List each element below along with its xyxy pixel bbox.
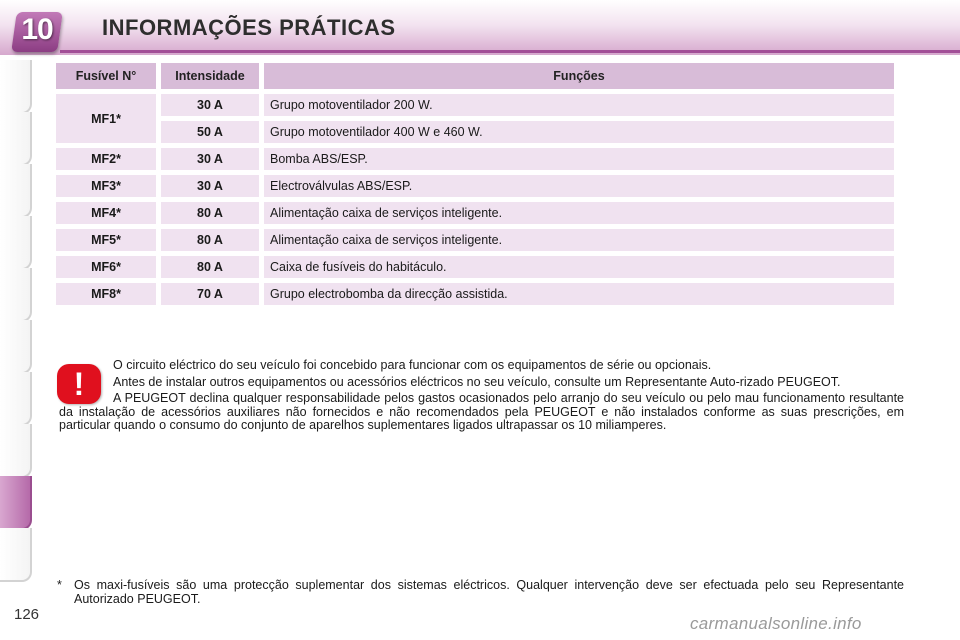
intensity-cell: 30 A (161, 148, 259, 170)
header-divider (60, 50, 960, 53)
footnote-text: Os maxi-fusíveis são uma protecção suplementar dos sistemas eléctricos. Qualquer intervenção deve ser efectuada pelo seu Representante Autorizado PEUGEOT. (74, 578, 904, 606)
chapter-tabs (0, 60, 36, 580)
intensity-cell: 50 A (161, 121, 259, 143)
chapter-tab[interactable] (0, 60, 32, 114)
watermark: carmanualsonline.info (690, 614, 862, 633)
table-header-row (56, 63, 894, 89)
table-row (56, 148, 894, 170)
page-number: 126 (14, 606, 40, 623)
fuse-cell: MF6* (56, 256, 156, 278)
function-cell: Alimentação caixa de serviços inteligente. (264, 202, 894, 224)
chapter-tab[interactable] (0, 372, 32, 426)
chapter-tab[interactable] (0, 268, 32, 322)
warning-notice (59, 359, 904, 436)
intensity-cell: 80 A (161, 256, 259, 278)
intensity-cell: 80 A (161, 229, 259, 251)
fuse-table (51, 58, 899, 310)
page-title: INFORMAÇÕES PRÁTICAS (102, 15, 396, 40)
function-cell: Caixa de fusíveis do habitáculo. (264, 256, 894, 278)
chapter-tab[interactable] (0, 528, 32, 582)
notice-paragraph: Antes de instalar outros equipamentos ou acessórios eléctricos no seu veículo, consulte um Representante Auto-rizado PEUGEOT. (113, 374, 841, 389)
intensity-cell: 80 A (161, 202, 259, 224)
fuse-cell: MF5* (56, 229, 156, 251)
header-intensity: Intensidade (161, 63, 259, 89)
table-row (56, 121, 894, 143)
intensity-cell: 70 A (161, 283, 259, 305)
table-row (56, 175, 894, 197)
table-row (56, 94, 894, 116)
fuse-cell: MF4* (56, 202, 156, 224)
function-cell: Alimentação caixa de serviços inteligente. (264, 229, 894, 251)
footnote (57, 579, 904, 606)
fuse-cell: MF3* (56, 175, 156, 197)
function-cell: Grupo electrobomba da direcção assistida. (264, 283, 894, 305)
fuse-cell: MF1* (56, 94, 156, 143)
function-cell: Electroválvulas ABS/ESP. (264, 175, 894, 197)
chapter-tab[interactable] (0, 216, 32, 270)
chapter-tab[interactable] (0, 320, 32, 374)
chapter-tab-active[interactable] (0, 476, 32, 530)
footnote-marker: * (57, 578, 62, 592)
header-fuse: Fusível N° (56, 63, 156, 89)
notice-paragraph: A PEUGEOT declina qualquer responsabilidade pelos gastos ocasionados pelo arranjo do seu veículo ou pelo mau funcionamento resultante da instalação de acessórios auxiliares não fornecidos e não recomendados pela PEUGEOT e não instalados conforme as suas prescrições, em particular quando o consumo do conjunto de aparelhos suplementares ligados ultrapassar os 10 miliamperes. (59, 391, 904, 432)
header-functions: Funções (264, 63, 894, 89)
table-row (56, 283, 894, 305)
intensity-cell: 30 A (161, 175, 259, 197)
notice-paragraph: O circuito eléctrico do seu veículo foi concebido para funcionar com os equipamentos de série ou opcionais. (113, 358, 712, 372)
exclamation-glyph: ! (73, 366, 85, 402)
chapter-number: 10 (21, 13, 53, 46)
table-row (56, 256, 894, 278)
table-row (56, 229, 894, 251)
table-row (56, 202, 894, 224)
function-cell: Grupo motoventilador 200 W. (264, 94, 894, 116)
fuse-cell: MF8* (56, 283, 156, 305)
intensity-cell: 30 A (161, 94, 259, 116)
fuse-cell: MF2* (56, 148, 156, 170)
chapter-tab[interactable] (0, 112, 32, 166)
function-cell: Grupo motoventilador 400 W e 460 W. (264, 121, 894, 143)
function-cell: Bomba ABS/ESP. (264, 148, 894, 170)
chapter-tab[interactable] (0, 424, 32, 478)
chapter-tab[interactable] (0, 164, 32, 218)
